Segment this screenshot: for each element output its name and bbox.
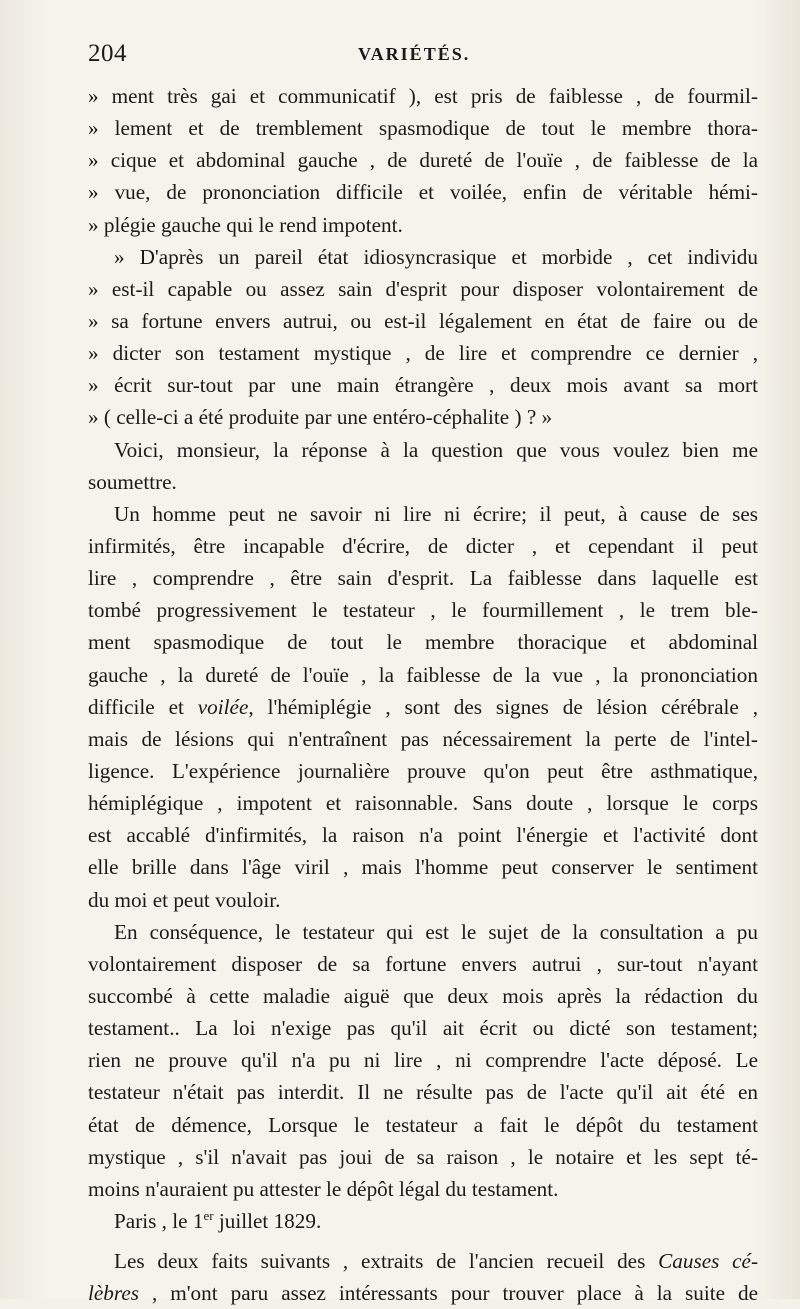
italic-title: lèbres [88,1281,139,1306]
text-line: succombé à cette maladie aiguë que deux mois après la rédaction du [88,983,758,1008]
text-line: ligence. L'expérience journalière prouve qu'on peut être asthmatique, [88,758,758,783]
text-line: » dicter son testament mystique , de lire et comprendre ce dernier , [88,341,758,366]
text-segment: difficile et [88,694,198,719]
text-line: est accablé d'infirmités, la raison n'a point l'énergie et l'activité dont [88,823,758,848]
text-line [88,1277,758,1309]
text-line: tombé progressivement le testateur , le fourmillement , le trem ble- [88,598,758,623]
text-line: hémiplégique , impotent et raisonnable. Sans doute , lorsque le corps [88,791,758,816]
text-line: En conséquence, le testateur qui est le sujet de la consultation a pu [114,919,758,944]
text-line: » écrit sur-tout par une main étrangère , deux mois avant sa mort [88,373,758,398]
signature-superscript: er [203,1207,214,1223]
text-line [88,1245,758,1277]
text-line: mais de lésions qui n'entraînent pas nécessairement la perte de l'intel- [88,726,758,751]
text-line: ment spasmodique de tout le membre thoracique et abdominal [88,630,758,655]
italic-word: voilée [197,694,249,719]
text-line: du moi et peut vouloir. [88,887,281,912]
signature-date: juillet 1829. [213,1208,322,1233]
page-number: 204 [88,40,127,67]
text-line: elle brille dans l'âge viril , mais l'homme peut conserver le sentiment [88,855,758,880]
text-line: gauche , la dureté de l'ouïe , la faiblesse de la vue , la prononciation [88,662,758,687]
text-line: » D'après un pareil état idiosyncrasique et morbide , cet individu [114,244,758,269]
signature-day: 1 [192,1208,204,1233]
text-line: rien ne prouve qu'il n'a pu ni lire , ni comprendre l'acte déposé. Le [88,1048,758,1073]
text-line: testateur n'était pas interdit. Il ne résulte pas de l'acte qu'il ait été en [88,1080,758,1105]
text-line: » ment très gai et communicatif ), est pris de faiblesse , de fourmil- [88,84,758,108]
text-line: testament.. La loi n'exige pas qu'il ait écrit ou dicté son testament; [88,1016,758,1041]
text-line [88,691,758,723]
text-line: volontairement disposer de sa fortune envers autrui , sur-tout n'ayant [88,951,758,976]
text-line: » lement et de tremblement spasmodique de tout le membre thora- [88,116,758,141]
text-line: infirmités, être incapable d'écrire, de dicter , et cependant il peut [88,533,758,558]
text-line: état de démence, Lorsque le testateur a fait le dépôt du testament [88,1112,758,1137]
text-line: » cique et abdominal gauche , de dureté de l'ouïe , de faiblesse de la [88,148,758,173]
signature-line [88,1205,758,1237]
text-line: mystique , s'il n'avait pas joui de sa raison , le notaire et les sept té- [88,1144,758,1169]
running-title: VARIÉTÉS. [358,44,471,64]
text-line: » vue, de prononciation difficile et voilée, enfin de véritable hémi- [88,180,758,205]
text-line: lire , comprendre , être sain d'esprit. La faiblesse dans laquelle est [88,566,758,591]
text-line: » ( celle-ci a été produite par une entéro-céphalite ) ? » [88,405,553,430]
text-line: moins n'auraient pu attester le dépôt légal du testament. [88,1176,559,1201]
text-segment: , l'hémiplégie , sont des signes de lésion cérébrale , [248,694,758,719]
signature-text: Paris , le [114,1208,193,1233]
text-line: » plégie gauche qui le rend impotent. [88,212,403,237]
text-segment: Les deux faits suivants , extraits de l'ancien recueil des [114,1249,646,1274]
text-line: Un homme peut ne savoir ni lire ni écrire; il peut, à cause de ses [114,501,758,526]
page-header [88,40,758,72]
text-line: soumettre. [88,469,177,494]
text-line: » est-il capable ou assez sain d'esprit pour disposer volontairement de [88,276,758,301]
text-line: » sa fortune envers autrui, ou est-il légalement en état de faire ou de [88,308,758,333]
text-line: Voici, monsieur, la réponse à la question que vous voulez bien me [114,437,758,462]
text-segment: , m'ont paru assez intéressants pour trouver place à la suite de [139,1281,758,1306]
italic-title: Causes cé- [658,1249,759,1274]
body-text [88,80,758,1309]
